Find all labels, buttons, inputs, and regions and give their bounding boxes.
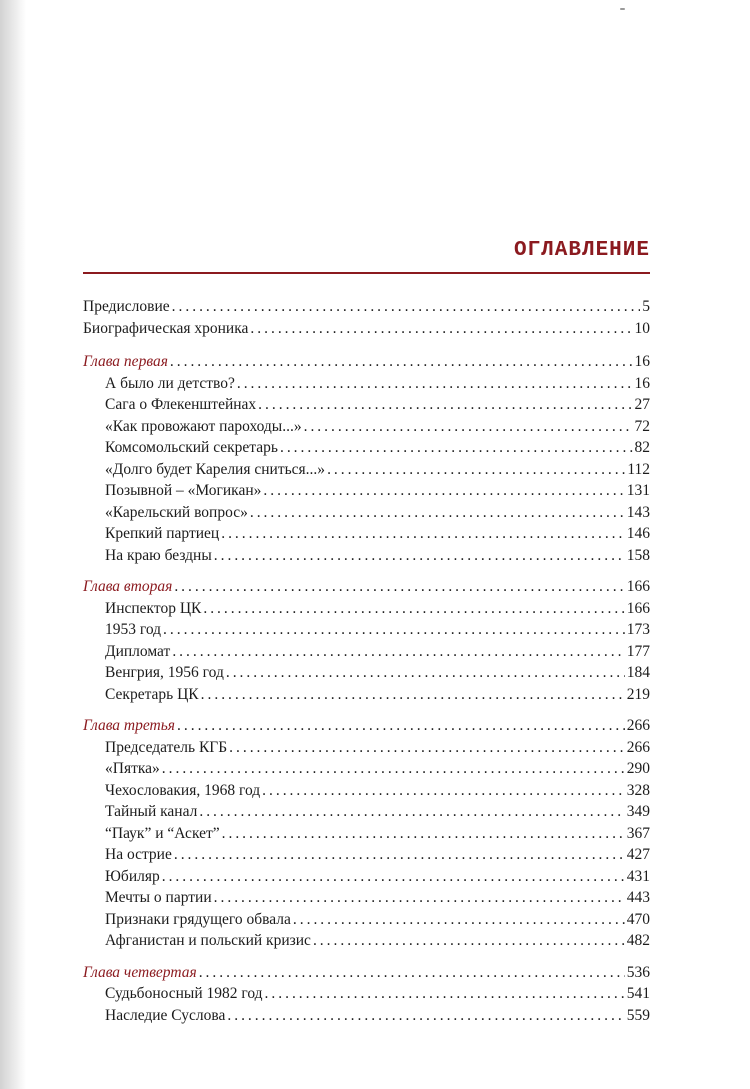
toc-chapter-page: 266 [626, 717, 650, 734]
toc-entry-page: 290 [626, 760, 650, 777]
toc-entry-page: 16 [634, 374, 650, 392]
toc-entry-page: 82 [634, 439, 650, 456]
toc-entry-label: Признаки грядущего обвала [105, 910, 291, 928]
toc-entry[interactable] [83, 502, 650, 524]
toc-entry-page: 158 [626, 546, 650, 564]
toc-entry[interactable] [83, 909, 650, 931]
toc-entry[interactable] [83, 598, 650, 620]
dot-leader [172, 641, 624, 663]
toc-entry-page: 328 [626, 781, 650, 799]
toc-chapter-2[interactable] [83, 576, 650, 598]
dot-leader [170, 351, 633, 373]
toc-entry-page: 177 [626, 642, 650, 660]
toc-entry[interactable] [83, 801, 650, 823]
dot-leader [221, 523, 625, 545]
toc-entry-page: 219 [626, 685, 650, 703]
dot-leader [214, 545, 625, 567]
toc-entry[interactable] [83, 459, 650, 481]
toc-entry[interactable] [83, 641, 650, 663]
dot-leader [304, 416, 633, 438]
toc-entry[interactable] [83, 662, 650, 684]
toc-entry-label: Тайный канал [105, 803, 198, 820]
dot-leader [222, 823, 625, 845]
dot-leader [263, 480, 624, 502]
toc-entry-page: 5 [642, 298, 650, 315]
toc-entry[interactable] [83, 619, 650, 641]
toc-entry-page: 482 [626, 932, 650, 949]
dot-leader [265, 983, 625, 1005]
toc-entry-label: Председатель КГБ [105, 738, 228, 756]
toc-entry-page: 72 [634, 417, 650, 435]
toc-entry[interactable] [83, 1005, 650, 1027]
dot-leader [199, 801, 624, 823]
toc-entry-chronicle[interactable] [83, 318, 650, 340]
toc-entry-page: 146 [626, 525, 650, 542]
toc-entry-label: Афганистан и польский кризис [105, 932, 311, 949]
toc-entry[interactable] [83, 480, 650, 502]
toc-chapter-3[interactable] [83, 715, 650, 737]
toc-entry-label: Венгрия, 1956 год [105, 664, 224, 681]
toc-entry-label: «Пятка» [105, 760, 160, 777]
dot-leader [201, 684, 625, 706]
dot-leader [162, 758, 625, 780]
toc-entry-preface[interactable] [83, 296, 650, 318]
dot-leader [258, 394, 632, 416]
dot-leader [313, 930, 625, 952]
dot-leader [280, 437, 633, 459]
toc-entry-label: Секретарь ЦК [105, 685, 199, 703]
toc-entry-label: Инспектор ЦК [105, 599, 202, 617]
toc-entry-page: 112 [627, 460, 650, 478]
title-divider [83, 272, 650, 274]
toc-entry-page: 131 [626, 482, 650, 499]
toc-title: ОГЛАВЛЕНИЕ [513, 239, 650, 262]
toc-entry-label: 1953 год [105, 621, 162, 638]
dot-leader [174, 576, 624, 598]
toc-entry-label: Чехословакия, 1968 год [105, 781, 261, 799]
toc-entry-page: 367 [626, 824, 650, 842]
dot-leader [226, 662, 625, 684]
toc-chapter-page: 166 [626, 578, 650, 595]
toc-entry-label: Судьбоносный 1982 год [105, 985, 263, 1002]
toc-entry-page: 27 [634, 396, 650, 413]
toc-entry-page: 541 [626, 985, 650, 1002]
dot-leader [172, 296, 641, 318]
dot-leader [163, 619, 625, 641]
toc-entry-label: Позывной – «Могикан» [105, 482, 262, 499]
toc-entry[interactable] [83, 416, 650, 438]
toc-entry[interactable] [83, 823, 650, 845]
toc-entry-page: 266 [626, 738, 650, 756]
toc-chapter-label: Глава третья [83, 717, 176, 734]
toc-entry[interactable] [83, 394, 650, 416]
toc-entry-label: Юбиляр [105, 867, 160, 885]
toc-entry-label: “Паук” и “Аскет” [105, 824, 220, 842]
toc-entry[interactable] [83, 758, 650, 780]
dot-leader [174, 844, 625, 866]
toc-entry-page: 349 [626, 803, 650, 820]
toc-entry[interactable] [83, 887, 650, 909]
toc-chapter-label: Глава первая [83, 353, 168, 370]
toc-chapter-label: Глава вторая [83, 578, 173, 595]
toc-entry-label: Наследие Суслова [105, 1006, 226, 1024]
toc-entry[interactable] [83, 780, 650, 802]
toc-chapter-1[interactable] [83, 351, 650, 373]
toc-entry[interactable] [83, 983, 650, 1005]
toc-entry-page: 184 [626, 664, 650, 681]
toc-entry-label: Дипломат [105, 642, 171, 660]
toc-chapter-page: 536 [626, 963, 650, 981]
dot-leader [203, 598, 624, 620]
dot-leader [327, 459, 625, 481]
dot-leader [262, 780, 625, 802]
toc-entry[interactable] [83, 866, 650, 888]
toc-entry[interactable] [83, 930, 650, 952]
toc-entry[interactable] [83, 545, 650, 567]
toc-entry-label: Комсомольский секретарь [105, 439, 278, 456]
toc-entry-label: «Карельский вопрос» [105, 503, 248, 521]
toc-chapter-label: Глава четвертая [83, 963, 197, 981]
toc-entry[interactable] [83, 373, 650, 395]
toc-chapter-page: 16 [634, 353, 650, 370]
scan-speck [620, 8, 625, 10]
toc-entry-page: 427 [626, 846, 650, 863]
dot-leader [199, 962, 625, 984]
toc-entry[interactable] [83, 437, 650, 459]
dot-leader [237, 373, 633, 395]
toc-entry-page: 173 [626, 621, 650, 638]
toc-entry-label: Крепкий партиец [105, 525, 220, 542]
toc-entry-label: «Долго будет Карелия сниться...» [105, 460, 326, 478]
toc-entry-page: 431 [626, 867, 650, 885]
toc-chapter-4[interactable] [83, 962, 650, 984]
page-gutter-shadow [0, 0, 26, 1089]
toc-entry[interactable] [83, 844, 650, 866]
toc-entry-label: На острие [105, 846, 172, 863]
dot-leader [177, 715, 625, 737]
toc-entry-page: 470 [626, 910, 650, 928]
dot-leader [162, 866, 625, 888]
toc-entry-page: 166 [626, 599, 650, 617]
dot-leader [250, 502, 625, 524]
toc-entry-label: Биографическая хроника [83, 319, 249, 337]
toc-entry[interactable] [83, 737, 650, 759]
toc-entry[interactable] [83, 523, 650, 545]
toc-entry-page: 10 [634, 319, 650, 337]
toc-entry-label: Сага о Флекенштейнах [105, 396, 257, 413]
toc-entry-label: Предисловие [83, 298, 170, 315]
dot-leader [227, 1005, 624, 1027]
toc-entry-label: А было ли детство? [105, 374, 235, 392]
dot-leader [293, 909, 625, 931]
toc-entry-label: На краю бездны [105, 546, 212, 564]
toc-entry-page: 559 [626, 1006, 650, 1024]
toc-entry-label: Мечты о партии [105, 889, 212, 906]
dot-leader [250, 318, 632, 340]
toc-entry-page: 443 [626, 889, 650, 906]
dot-leader [214, 887, 625, 909]
table-of-contents [83, 296, 650, 1026]
dot-leader [229, 737, 625, 759]
toc-entry-label: «Как провожают пароходы...» [105, 417, 302, 435]
toc-entry-page: 143 [626, 503, 650, 521]
toc-entry[interactable] [83, 684, 650, 706]
